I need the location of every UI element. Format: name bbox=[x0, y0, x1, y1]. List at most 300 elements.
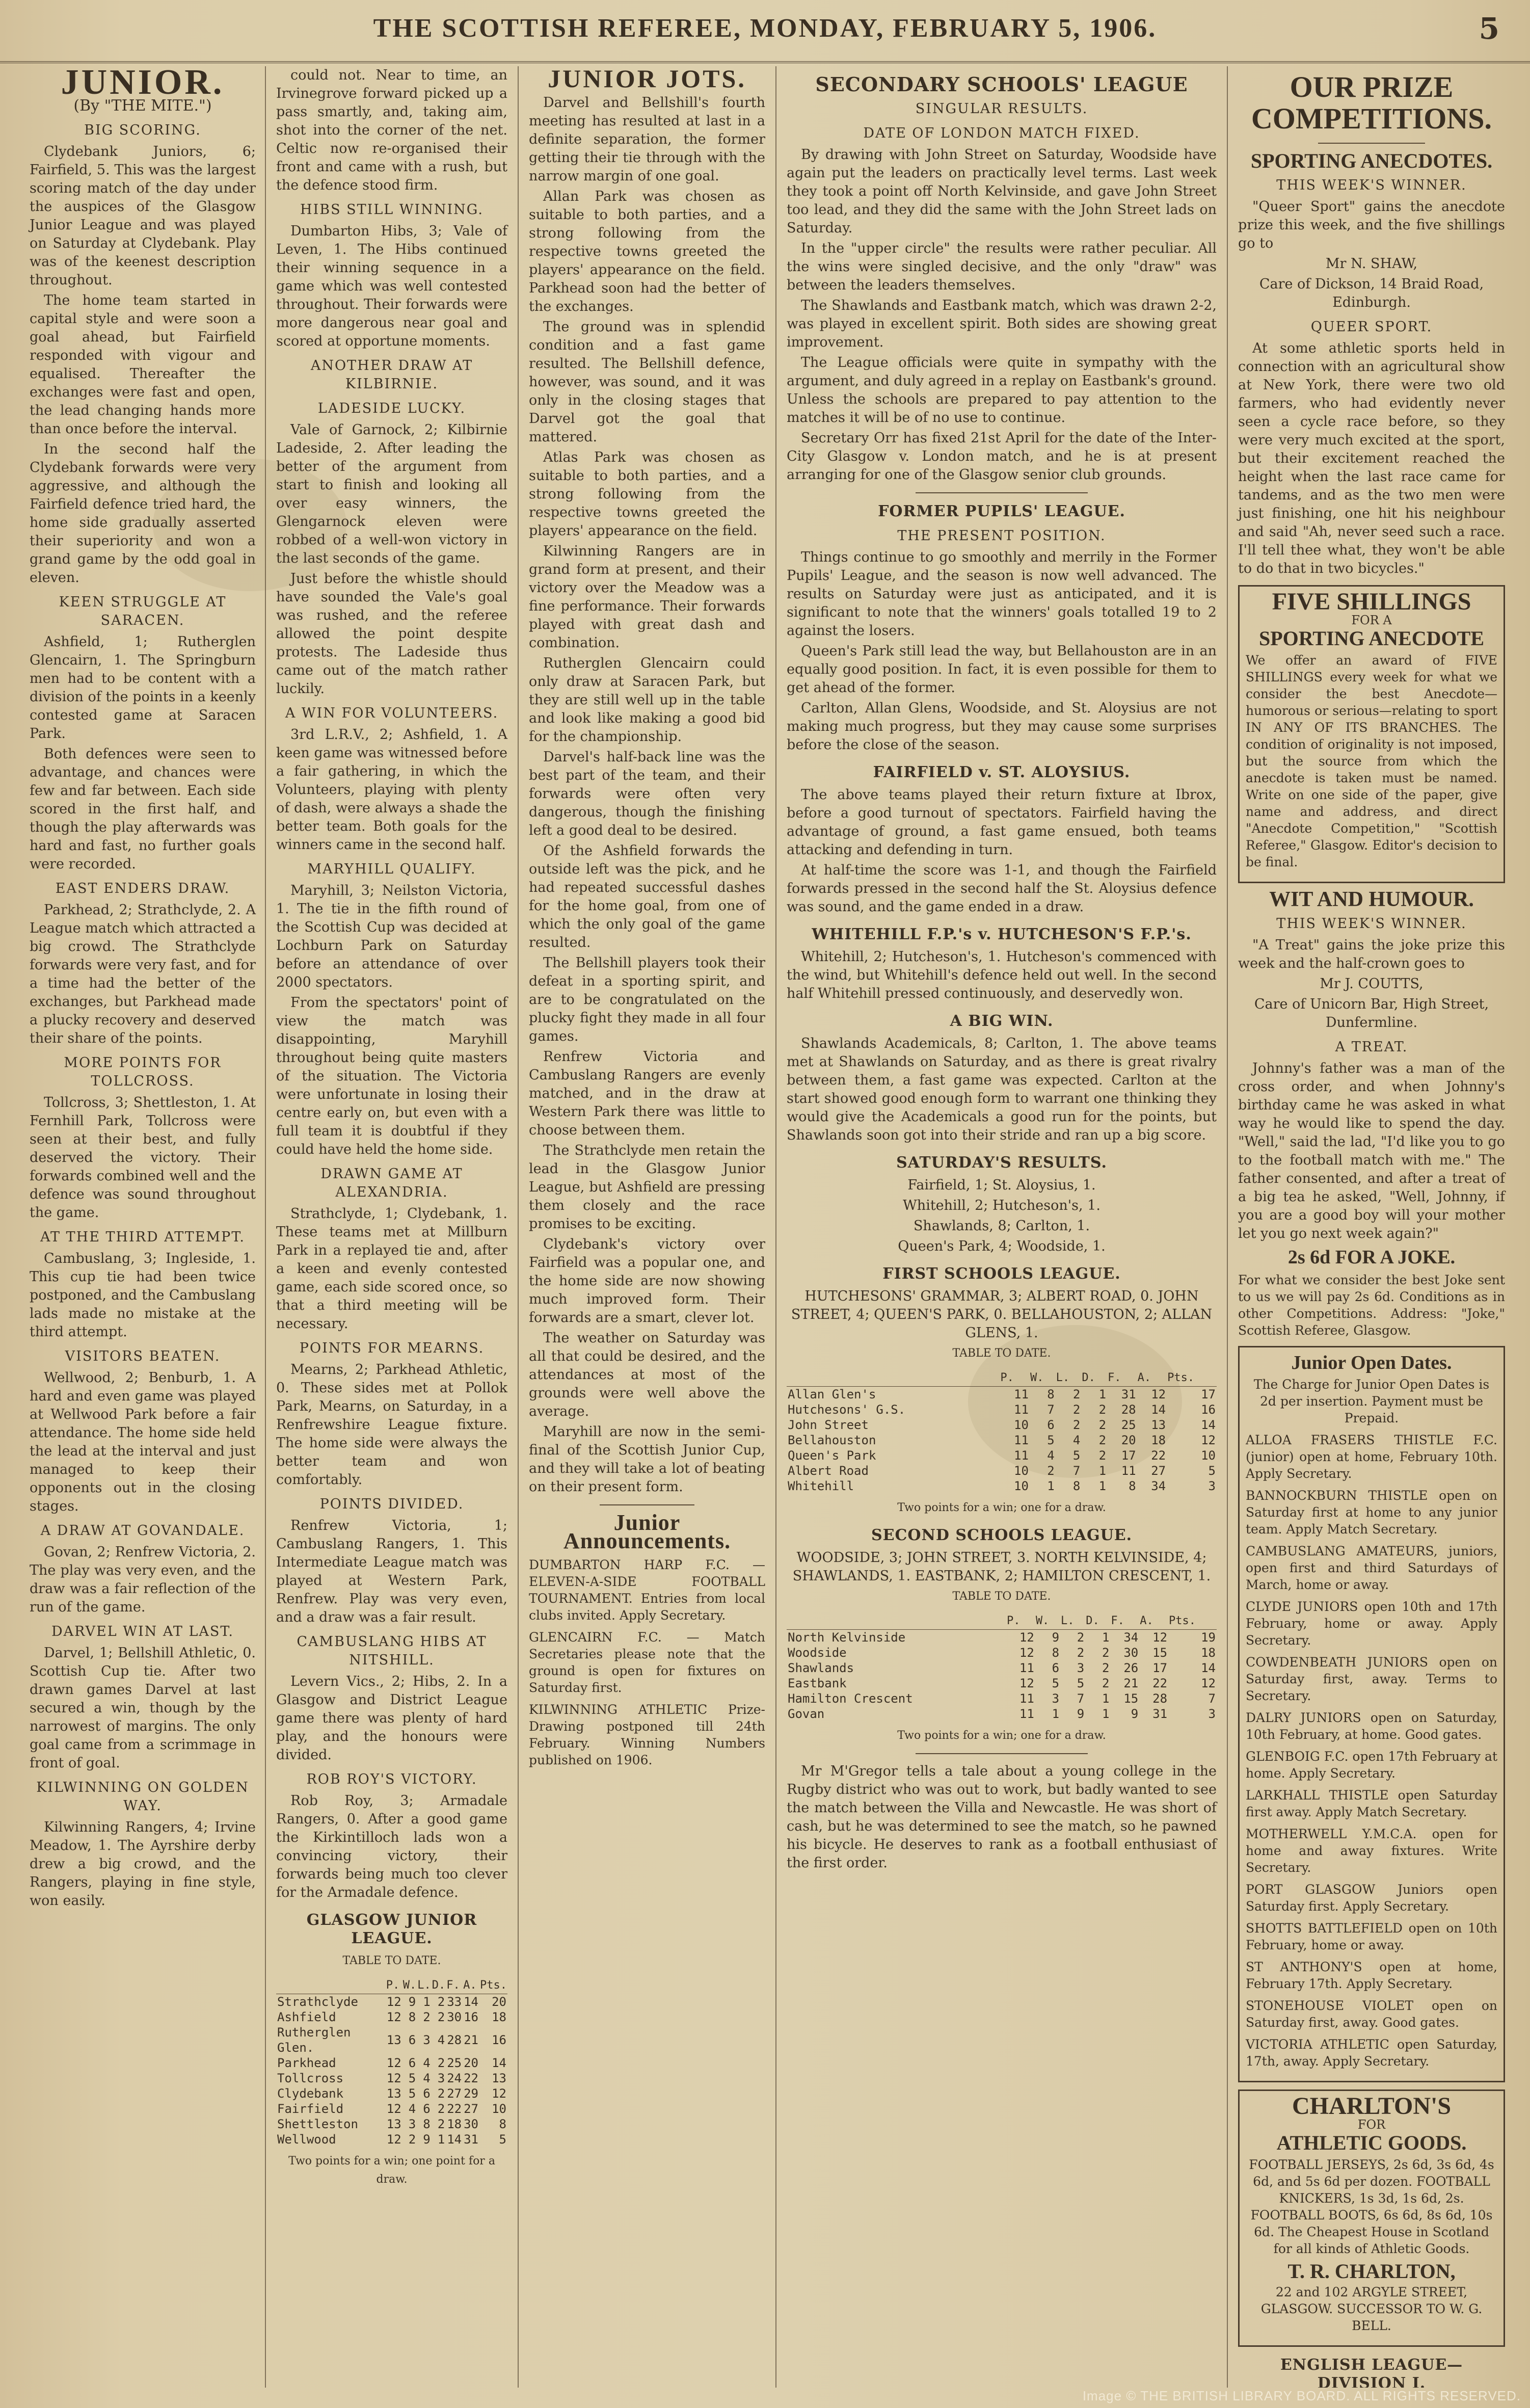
table-row bbox=[787, 1676, 1217, 1691]
table-row bbox=[787, 1691, 1217, 1706]
table-subtitle: TABLE TO DATE. bbox=[342, 1954, 441, 1967]
paragraph: Darvel and Bellshill's fourth meeting has resulted at last in a definite separation, the former getting their tie through with the narrow margin of one goal. bbox=[529, 95, 765, 184]
stat-cell: 12 bbox=[1201, 1433, 1216, 1447]
section-title: KILWINNING ON GOLDEN WAY. bbox=[36, 1780, 249, 1814]
stat-cell: 14 bbox=[1201, 1661, 1216, 1675]
section-subtitle: SINGULAR RESULTS. bbox=[915, 101, 1088, 117]
stat-cell: 11 bbox=[1014, 1433, 1029, 1447]
stat-cell: 2 bbox=[1072, 1403, 1081, 1417]
column-junior-continued bbox=[267, 66, 517, 2388]
joke-title: A TREAT. bbox=[1335, 1039, 1408, 1055]
stat-cell: 2 bbox=[1102, 1646, 1110, 1660]
paragraph: Whitehill, 2; Hutcheson's, 1. bbox=[903, 1198, 1100, 1213]
stat-cell: 12 bbox=[1019, 1676, 1034, 1690]
stat-cell: 8 bbox=[1052, 1646, 1060, 1660]
stat-cell: 27 bbox=[1151, 1464, 1166, 1478]
stat-cell: 27 bbox=[464, 2102, 479, 2116]
paragraph: Just before the whistle should have sounded the Vale's goal was rushed, and the referee allowed the point despite protests. The Ladeside thus came out of the match rather luckily. bbox=[276, 571, 507, 697]
stat-cell: 10 bbox=[1014, 1479, 1029, 1493]
team-name-cell: Bellahouston bbox=[788, 1433, 876, 1447]
stat-cell: 12 bbox=[1201, 1676, 1216, 1690]
table-note: Two points for a win; one point for a draw. bbox=[288, 2155, 495, 2186]
paragraph: By drawing with John Street on Saturday, Woodside have again put the leaders on practically level terms. Last week they took a point off North Kelvinside, and gave John Street too lead, and they did the same with the John Street lads on Saturday. bbox=[787, 147, 1217, 236]
sporting-anecdote-heading: SPORTING ANECDOTE bbox=[1258, 627, 1484, 650]
wit-winner-text: "A Treat" gains the joke prize this week and the half-crown goes to bbox=[1238, 937, 1505, 971]
stat-cell: 9 bbox=[1131, 1707, 1139, 1721]
open-dates-box bbox=[1238, 1346, 1505, 2082]
stat-cell: 5 bbox=[408, 2071, 416, 2085]
stat-cell: 14 bbox=[1201, 1418, 1216, 1432]
former-pupils-paragraphs bbox=[787, 548, 1217, 754]
stat-cell: 17 bbox=[1152, 1661, 1168, 1675]
stat-cell: 15 bbox=[1123, 1691, 1139, 1706]
stat-cell: 1 bbox=[1098, 1464, 1107, 1478]
team-name-cell: Parkhead bbox=[277, 2056, 336, 2070]
stat-cell: 1 bbox=[1052, 1707, 1060, 1721]
stat-cell: 5 bbox=[408, 2086, 416, 2101]
table-header-cell: L. bbox=[1060, 1613, 1085, 1630]
paragraph: At half-time the score was 1-1, and though the Fairfield forwards pressed in the second half the St. Aloysius defence was sound, and the game ended in a draw. bbox=[787, 862, 1217, 915]
paragraph: Strathclyde, 1; Clydebank, 1. These teams met at Millburn Park in a replayed tie and, after a keen and evenly contested game, each side scored once, so that a third meeting will be necessary. bbox=[276, 1206, 507, 1332]
league-results: HUTCHESONS' GRAMMAR, 3; ALBERT ROAD, 0. JOHN STREET, 4; QUEEN'S PARK, 0. BELLAHOUSTON, 2; ALLAN GLENS, 1. bbox=[791, 1288, 1213, 1341]
paragraph: The Strathclyde men retain the lead in the Glasgow Junior League, but Ashfield are pressing them closely and the race promises to be exciting. bbox=[529, 1143, 765, 1232]
section-title: CAMBUSLANG HIBS AT NITSHILL. bbox=[297, 1634, 487, 1668]
paragraph: STONEHOUSE VIOLET open on Saturday first, away. Good gates. bbox=[1246, 1998, 1497, 2030]
match-report-paragraphs bbox=[787, 786, 1217, 916]
column-rule bbox=[1227, 66, 1228, 2388]
results-list bbox=[787, 1176, 1217, 1256]
stat-cell: 20 bbox=[464, 2056, 479, 2070]
stat-cell: 13 bbox=[492, 2071, 506, 2085]
anecdote-text: At some athletic sports held in connection with an agricultural show at New York, there were two old farmers, who had evidently never seen a cycle race before, so they were very much excited at the sport, but their excitement reached the height when the last race came for tandems, and as the two men were just finishing, one hit his neighbour and said "Ah, never seed such a race. I'll tell thee what, they won't be able to do that in two bicycles." bbox=[1238, 340, 1505, 576]
stat-cell: 5 bbox=[1208, 1464, 1216, 1478]
five-shillings-heading: FIVE SHILLINGS bbox=[1272, 588, 1471, 615]
page-number: 5 bbox=[1479, 11, 1499, 46]
section-subtitle: THE PRESENT POSITION. bbox=[897, 528, 1106, 544]
stat-cell: 2 bbox=[437, 1995, 445, 2009]
table-header-row bbox=[276, 1977, 507, 1994]
stat-cell: 2 bbox=[1072, 1387, 1081, 1401]
stat-cell: 8 bbox=[408, 2010, 416, 2024]
paragraph: The home team started in capital style and were soon a goal ahead, but Fairfield responded with vigour and equalised. Thereafter the exchanges were fast and open, the lead changing hands more than once before the interval. bbox=[30, 293, 256, 437]
paragraph: KILWINNING ATHLETIC Prize-Drawing postponed till 24th February. Winning Numbers published on 1906. bbox=[529, 1702, 765, 1767]
column-junior bbox=[20, 66, 265, 2388]
table-header-cell: A. bbox=[1139, 1613, 1168, 1630]
table-header-cell: F. bbox=[1107, 1370, 1137, 1387]
stat-cell: 1 bbox=[1098, 1387, 1107, 1401]
paragraph: VICTORIA ATHLETIC open Saturday, 17th, away. Apply Secretary. bbox=[1246, 2037, 1497, 2069]
announcements-list bbox=[529, 1556, 765, 1768]
stat-cell: 4 bbox=[1072, 1433, 1081, 1447]
charlton-name: T. R. CHARLTON, bbox=[1287, 2260, 1456, 2283]
stat-cell: 10 bbox=[1014, 1418, 1029, 1432]
table-row bbox=[787, 1463, 1217, 1478]
stat-cell: 4 bbox=[1047, 1448, 1055, 1463]
paragraph: Kilwinning Rangers, 4; Irvine Meadow, 1. The Ayrshire derby drew a big crowd, and the Rangers, playing in fine style, won easily. bbox=[30, 1819, 256, 1909]
stat-cell: 10 bbox=[492, 2102, 506, 2116]
stat-cell: 16 bbox=[464, 2010, 479, 2024]
paragraph: Rob Roy, 3; Armadale Rangers, 0. After a good game the Kirkintilloch lads won a convincing victory, their forwards being much too clever for the Armadale defence. bbox=[276, 1793, 507, 1900]
table-body bbox=[276, 1994, 507, 2148]
stat-cell: 6 bbox=[408, 2033, 416, 2047]
stat-cell: 14 bbox=[492, 2056, 506, 2070]
byline: (By "THE MITE.") bbox=[73, 97, 212, 115]
section-title: ROB ROY'S VICTORY. bbox=[306, 1771, 477, 1787]
stat-cell: 14 bbox=[464, 1995, 479, 2009]
team-name-cell: Whitehill bbox=[788, 1479, 854, 1493]
column-rule bbox=[775, 66, 776, 2388]
stat-cell: 26 bbox=[1123, 1661, 1139, 1675]
table-header-cell: D. bbox=[1081, 1370, 1107, 1387]
table-row bbox=[276, 1994, 507, 2010]
table-row bbox=[787, 1433, 1217, 1448]
joke-prize-heading: 2s 6d FOR A JOKE. bbox=[1287, 1247, 1456, 1268]
section-title: FORMER PUPILS' LEAGUE. bbox=[878, 502, 1125, 520]
charlton-for: FOR bbox=[1357, 2118, 1386, 2132]
paragraph: Parkhead, 2; Strathclyde, 2. A League match which attracted a big crowd. The Strathclyde forwards were very fast, and for a time had the better of the exchanges, but Parkhead made a plucky recovery and deserved their share of the points. bbox=[30, 902, 256, 1046]
stat-cell: 28 bbox=[447, 2033, 462, 2047]
paragraph: could not. Near to time, an Irvinegrove forward picked up a pass smartly, and, taking aim, shot into the corner of the net. Celtic now re-organised their front and came with a rush, but the defence stood firm. bbox=[276, 67, 507, 193]
joke-prize-text: For what we consider the best Joke sent to us we will pay 2s 6d. Conditions as in other Competitions. Address: "Joke," Scottish Referee, Glasgow. bbox=[1238, 1273, 1505, 1338]
stat-cell: 2 bbox=[437, 2010, 445, 2024]
stat-cell: 5 bbox=[499, 2132, 506, 2147]
first-schools-league-table bbox=[787, 1370, 1217, 1494]
stat-cell: 12 bbox=[1019, 1630, 1034, 1645]
table-header-cell: D. bbox=[1085, 1613, 1110, 1630]
match-report-paragraphs bbox=[787, 1035, 1217, 1145]
paragraph: Wellwood, 2; Benburb, 1. A hard and even game was played at Wellwood Park before a fair attendance. The home side held the lead at the interval and just managed to keep their opponents out in the closing stages. bbox=[30, 1370, 256, 1514]
paragraph: MOTHERWELL Y.M.C.A. open for home and away fixtures. Write Secretary. bbox=[1246, 1827, 1497, 1875]
stat-cell: 9 bbox=[1052, 1630, 1060, 1645]
stat-cell: 11 bbox=[1019, 1707, 1034, 1721]
stat-cell: 3 bbox=[1077, 1661, 1085, 1675]
paragraph: DUMBARTON HARP F.C. — ELEVEN-A-SIDE FOOTBALL TOURNAMENT. Entries from local clubs invited. Apply Secretary. bbox=[529, 1557, 765, 1623]
paragraph: GLENCAIRN F.C. — Match Secretaries please note that the ground is open for fixtures on Saturday first. bbox=[529, 1630, 765, 1695]
schools-paragraphs bbox=[787, 146, 1217, 484]
stat-cell: 4 bbox=[437, 2033, 445, 2047]
stat-cell: 12 bbox=[386, 2010, 401, 2024]
stat-cell: 6 bbox=[1047, 1418, 1055, 1432]
paragraph: Maryhill are now in the semi-final of the Scottish Junior Cup, and they will take a lot of beating on their present form. bbox=[529, 1424, 765, 1495]
table-row bbox=[787, 1645, 1217, 1660]
stat-cell: 30 bbox=[1123, 1646, 1139, 1660]
league-title: FIRST SCHOOLS LEAGUE. bbox=[882, 1265, 1121, 1283]
section-subtitle: LADESIDE LUCKY. bbox=[317, 401, 466, 416]
paragraph: Govan, 2; Renfrew Victoria, 2. The play was very even, and the draw was a fair reflection of the run of the game. bbox=[30, 1544, 256, 1615]
table-note: Two points for a win; one for a draw. bbox=[897, 1501, 1106, 1514]
table-row bbox=[787, 1660, 1217, 1676]
stat-cell: 3 bbox=[1052, 1691, 1060, 1706]
stat-cell: 29 bbox=[464, 2086, 479, 2101]
stat-cell: 9 bbox=[423, 2132, 431, 2147]
stat-cell: 18 bbox=[1151, 1433, 1166, 1447]
charlton-subtitle: ATHLETIC GOODS. bbox=[1276, 2131, 1467, 2154]
table-subtitle: TABLE TO DATE. bbox=[952, 1590, 1051, 1603]
column-schools-league bbox=[777, 66, 1226, 2388]
paragraph: Darvel, 1; Bellshill Athletic, 0. Scottish Cup tie. After two drawn games Darvel at last secured a win, though by the narrowest of margins. The only goal came from a scrimmage in front of goal. bbox=[30, 1645, 256, 1771]
stat-cell: 1 bbox=[1047, 1479, 1055, 1493]
stat-cell: 22 bbox=[1151, 1448, 1166, 1463]
paragraph: Of the Ashfield forwards the outside left was the pick, and he had repeated successful dashes for the home goal, from one of which the only goal of the game resulted. bbox=[529, 843, 765, 950]
stat-cell: 8 bbox=[1129, 1479, 1136, 1493]
stat-cell: 17 bbox=[1201, 1387, 1216, 1401]
stat-cell: 11 bbox=[1019, 1661, 1034, 1675]
paragraph: Allan Park was chosen as suitable to both parties, and a strong following from the respective towns greeted the players' appearance on the field. Parkhead soon had the better of the exchanges. bbox=[529, 189, 765, 314]
paragraph: ST ANTHONY'S open at home, February 17th. Apply Secretary. bbox=[1246, 1960, 1497, 1991]
paragraph: Things continue to go smoothly and merrily in the Former Pupils' League, and the season is now well advanced. The results on Saturday were just as anticipated, and it is significant to note that the winners' goals totalled 19 to 2 against the losers. bbox=[787, 549, 1217, 639]
paragraph: Maryhill, 3; Neilston Victoria, 1. The tie in the fifth round of the Scottish Cup was decided at Lochburn Park on Saturday before an attendance of over 2000 spectators. bbox=[276, 883, 507, 990]
stat-cell: 2 bbox=[1098, 1448, 1107, 1463]
team-name-cell: Queen's Park bbox=[788, 1448, 876, 1463]
stat-cell: 13 bbox=[386, 2117, 401, 2131]
stat-cell: 28 bbox=[1152, 1691, 1168, 1706]
stat-cell: 2 bbox=[437, 2086, 445, 2101]
table-header-cell: F. bbox=[1110, 1613, 1139, 1630]
paragraph: Shawlands, 8; Carlton, 1. bbox=[913, 1218, 1090, 1234]
table-header-cell: Pts. bbox=[1168, 1613, 1217, 1630]
winner-name: Mr N. SHAW, bbox=[1325, 256, 1418, 272]
paragraph: ALLOA FRASERS THISTLE F.C. (junior) open at home, February 10th. Apply Secretary. bbox=[1246, 1433, 1497, 1481]
league-title: SECOND SCHOOLS LEAGUE. bbox=[871, 1526, 1133, 1544]
paragraph: Mr M'Gregor tells a tale about a young college in the Rugby district who was out to work, but badly wanted to see the match between the Villa and Newcastle. He was short of cash, but he was determined to see the match, so he pawned his bicycle. He deserves to rank as a football enthusiast of the first order. bbox=[787, 1763, 1217, 1871]
league-results: WOODSIDE, 3; JOHN STREET, 3. NORTH KELVINSIDE, 4; SHAWLANDS, 1. EASTBANK, 2; HAMILTON CRESCENT, 1. bbox=[792, 1550, 1211, 1584]
table-row bbox=[276, 2025, 507, 2055]
stat-cell: 8 bbox=[1072, 1479, 1081, 1493]
stat-cell: 27 bbox=[447, 2086, 462, 2101]
table-header-cell bbox=[787, 1370, 1000, 1387]
winner-heading: THIS WEEK'S WINNER. bbox=[1276, 177, 1467, 193]
team-name-cell: Fairfield bbox=[277, 2102, 344, 2116]
paragraph: DALRY JUNIORS open on Saturday, 10th February, at home. Good gates. bbox=[1246, 1710, 1497, 1742]
paragraph: Clydebank Juniors, 6; Fairfield, 5. This was the largest scoring match of the day under the auspices of the Glasgow Junior League and was played on Saturday at Clydebank. Play was of the keenest description throughout. bbox=[30, 144, 256, 288]
stat-cell: 31 bbox=[1152, 1707, 1168, 1721]
stat-cell: 6 bbox=[423, 2086, 431, 2101]
table-body bbox=[787, 1387, 1217, 1494]
paragraph: The League officials were quite in sympathy with the argument, and duly agreed in a replay on Eastbank's ground. Unless the schools are prepared to pay attention to the matches it will be of no use to continue. bbox=[787, 355, 1217, 426]
paragraph: Mearns, 2; Parkhead Athletic, 0. These sides met at Pollok Park, Mearns, on Saturday, in a Renfrewshire League fixture. The home side were always the better team and won comfortably. bbox=[276, 1362, 507, 1488]
paragraph: Whitehill, 2; Hutcheson's, 1. Hutcheson's commenced with the wind, but Whitehill's defence held out well. In the second half Whitehill pressed continuously, and deservedly won. bbox=[787, 949, 1217, 1001]
stat-cell: 3 bbox=[1208, 1707, 1216, 1721]
paragraph: Atlas Park was chosen as suitable to both parties, and a strong following from the respective towns greeted the players' appearance on the field. bbox=[529, 449, 765, 539]
stat-cell: 1 bbox=[1102, 1707, 1110, 1721]
table-row bbox=[276, 2101, 507, 2116]
paragraph: Levern Vics., 2; Hibs, 2. In a Glasgow and District League game there was plenty of hard play, and the honours were divided. bbox=[276, 1674, 507, 1763]
paragraph: CAMBUSLANG AMATEURS, juniors, open first and third Saturdays of March, home or away. bbox=[1246, 1544, 1497, 1592]
paragraph: From the spectators' point of view the match was disappointing, Maryhill throughout being quite masters of the situation. The Victoria were unfortunate in losing their centre early on, but even with a full team it is doubtful if they could have held the home side. bbox=[276, 995, 507, 1157]
table-body bbox=[787, 1630, 1217, 1722]
stat-cell: 21 bbox=[464, 2033, 479, 2047]
stat-cell: 5 bbox=[1072, 1448, 1081, 1463]
stat-cell: 22 bbox=[1152, 1676, 1168, 1690]
table-row bbox=[276, 2055, 507, 2071]
separator bbox=[1318, 143, 1425, 144]
stat-cell: 2 bbox=[408, 2132, 416, 2147]
results-title: SATURDAY'S RESULTS. bbox=[896, 1154, 1107, 1172]
stat-cell: 13 bbox=[386, 2033, 401, 2047]
table-header-cell: P. bbox=[386, 1977, 402, 1994]
paragraph: The above teams played their return fixture at Ibrox, before a good turnout of spectators. Fairfield having the advantage of ground, a fast game ensued, both teams attacking and defending in turn. bbox=[787, 787, 1217, 858]
stat-cell: 33 bbox=[447, 1995, 462, 2009]
charlton-advert bbox=[1238, 2089, 1505, 2347]
stat-cell: 16 bbox=[1201, 1403, 1216, 1417]
table-row bbox=[787, 1417, 1217, 1433]
joke-text: Johnny's father was a man of the cross order, and when Johnny's birthday came he was asked in what way he would like to spend the day. "Well," said the lad, "I'd like you to go to the football match with me." The father consented, and after a treat of a big tea he asked, "Well, Johnny, if you are a good boy will your mother let you go next week again?" bbox=[1238, 1061, 1505, 1241]
table-title: GLASGOW JUNIOR LEAGUE. bbox=[306, 1911, 477, 1947]
stat-cell: 2 bbox=[437, 2102, 445, 2116]
section-title: FAIRFIELD v. ST. ALOYSIUS. bbox=[873, 763, 1131, 781]
stat-cell: 18 bbox=[447, 2117, 462, 2131]
stat-cell: 9 bbox=[408, 1995, 416, 2009]
stat-cell: 34 bbox=[1123, 1630, 1139, 1645]
stat-cell: 12 bbox=[386, 2056, 401, 2070]
column-rule bbox=[518, 66, 519, 2388]
paragraph: Clydebank's victory over Fairfield was a popular one, and the home side are now showing much improved form. Their forwards are a smart, clever lot. bbox=[529, 1236, 765, 1326]
team-name-cell: Rutherglen Glen. bbox=[277, 2025, 351, 2055]
table-note: Two points for a win; one for a draw. bbox=[897, 1729, 1106, 1742]
section-title: WHITEHILL F.P.'s v. HUTCHESON'S F.P.'s. bbox=[812, 925, 1192, 943]
paragraph: The Bellshill players took their defeat in a sporting spirit, and are to be congratulated on the plucky fight they made in all four games. bbox=[529, 955, 765, 1044]
wit-winner-name: Mr J. COUTTS, bbox=[1320, 976, 1424, 992]
five-shillings-text: We offer an award of FIVE SHILLINGS every week for what we consider the best Anecdote—humorous or serious—relating to sport IN ANY OF ITS BRANCHES. The condition of originality is not imposed, but the source from which the anecdote is taken must be named. Write on one side of the paper, give name and address, and direct "Anecdote Competition," "Scottish Referee," Glasgow. Editor's decision to be final. bbox=[1246, 653, 1497, 869]
section-title: VISITORS BEATEN. bbox=[65, 1348, 221, 1364]
stat-cell: 2 bbox=[423, 2010, 431, 2024]
table-subtitle: TABLE TO DATE. bbox=[952, 1347, 1051, 1360]
second-schools-league-table bbox=[787, 1613, 1217, 1722]
table-header-cell: F. bbox=[446, 1977, 463, 1994]
section-title: DARVEL WIN AT LAST. bbox=[51, 1624, 234, 1639]
column-rule bbox=[265, 66, 266, 2388]
table-row bbox=[276, 2116, 507, 2132]
stat-cell: 2 bbox=[1098, 1433, 1107, 1447]
winner-address: Care of Dickson, 14 Braid Road, Edinburgh. bbox=[1259, 276, 1484, 310]
stat-cell: 1 bbox=[1102, 1691, 1110, 1706]
team-name-cell: Ashfield bbox=[277, 2010, 336, 2024]
stat-cell: 3 bbox=[437, 2071, 445, 2085]
stat-cell: 10 bbox=[1014, 1464, 1029, 1478]
team-name-cell: Woodside bbox=[788, 1646, 847, 1660]
section-title: AT THE THIRD ATTEMPT. bbox=[40, 1229, 245, 1245]
paragraph: Both defences were seen to advantage, and chances were few and far between. Each side scored in the first half, and though the play afterwards was hard and fast, no further goals were recorded. bbox=[30, 746, 256, 872]
paragraph: Secretary Orr has fixed 21st April for the date of the Inter-City Glasgow v. London match, and he is at present arranging for one of the Glasgow senior club grounds. bbox=[787, 430, 1217, 483]
table-header-cell: D. bbox=[432, 1977, 446, 1994]
stat-cell: 13 bbox=[1151, 1418, 1166, 1432]
section-title: POINTS DIVIDED. bbox=[319, 1496, 464, 1512]
section-title: MARYHILL QUALIFY. bbox=[307, 861, 476, 877]
anecdote-title: QUEER SPORT. bbox=[1310, 319, 1433, 335]
stat-cell: 2 bbox=[437, 2056, 445, 2070]
paragraph: PORT GLASGOW Juniors open Saturday first. Apply Secretary. bbox=[1246, 1882, 1497, 1914]
stat-cell: 2 bbox=[1098, 1418, 1107, 1432]
team-name-cell: Shawlands bbox=[788, 1661, 854, 1675]
paragraph: COWDENBEATH JUNIORS open on Saturday first, away. Terms to Secretary. bbox=[1246, 1655, 1497, 1703]
team-name-cell: Govan bbox=[788, 1707, 825, 1721]
stat-cell: 10 bbox=[1201, 1448, 1216, 1463]
stat-cell: 3 bbox=[1208, 1479, 1216, 1493]
team-name-cell: Shettleston bbox=[277, 2117, 358, 2131]
stat-cell: 4 bbox=[423, 2071, 431, 2085]
stat-cell: 20 bbox=[1121, 1433, 1136, 1447]
table-header-cell bbox=[276, 1977, 386, 1994]
paragraph: Darvel's half-back line was the best part of the team, and their forwards were often very dangerous, though the finishing left a good deal to be desired. bbox=[529, 749, 765, 838]
match-report-paragraphs bbox=[787, 948, 1217, 1003]
stat-cell: 3 bbox=[408, 2117, 416, 2131]
paragraph: Vale of Garnock, 2; Kilbirnie Ladeside, 2. After leading the better of the argument from start to finish and looking all over easy winners, the Glengarnock eleven were robbed of a well-won victory in the last seconds of the game. bbox=[276, 422, 507, 566]
stat-cell: 2 bbox=[1072, 1418, 1081, 1432]
section-title: KEEN STRUGGLE AT SARACEN. bbox=[59, 594, 227, 628]
table-row bbox=[787, 1402, 1217, 1417]
column-heading: JUNIOR JOTS. bbox=[548, 66, 746, 93]
paragraph: Fairfield, 1; St. Aloysius, 1. bbox=[907, 1177, 1096, 1193]
column-heading: JUNIOR. bbox=[61, 66, 225, 102]
stat-cell: 12 bbox=[1152, 1630, 1168, 1645]
english-league-title: ENGLISH LEAGUE—DIVISION I. bbox=[1280, 2356, 1463, 2388]
stat-cell: 25 bbox=[447, 2056, 462, 2070]
table-row bbox=[276, 2086, 507, 2101]
table-header-cell: P. bbox=[1006, 1613, 1035, 1630]
section-title: HIBS STILL WINNING. bbox=[300, 202, 484, 218]
section-title: EAST ENDERS DRAW. bbox=[55, 881, 230, 896]
section-title: BIG SCORING. bbox=[84, 122, 201, 138]
section-title: A WIN FOR VOLUNTEERS. bbox=[285, 705, 499, 721]
stat-cell: 1 bbox=[1098, 1479, 1107, 1493]
stat-cell: 15 bbox=[1152, 1646, 1168, 1660]
paragraph: Tollcross, 3; Shettleston, 1. At Fernhill Park, Tollcross were seen at their best, and fully deserved the victory. Their forwards combined well and the defence was sound throughout the game. bbox=[30, 1095, 256, 1221]
section-title: A DRAW AT GOVANDALE. bbox=[40, 1523, 245, 1539]
masthead bbox=[0, 0, 1530, 63]
section-title: ANOTHER DRAW AT KILBIRNIE. bbox=[310, 358, 473, 392]
stat-cell: 18 bbox=[492, 2010, 506, 2024]
newspaper-title: THE SCOTTISH REFEREE, MONDAY, FEBRUARY 5, 1906. bbox=[373, 14, 1157, 43]
stat-cell: 30 bbox=[464, 2117, 479, 2131]
stat-cell: 17 bbox=[1121, 1448, 1136, 1463]
paragraph: In the "upper circle" the results were rather peculiar. All the wins were singled decisive, and the only "draw" was between the leaders themselves. bbox=[787, 241, 1217, 293]
paragraph: Shawlands Academicals, 8; Carlton, 1. The above teams met at Shawlands on Saturday, and as there is great rivalry between them, a fast game was expected. Carlton at the start showed good enough form to warrant one thinking they would give the Academicals a good run for the points, but Shawlands soon got into their stride and ran up a big score. bbox=[787, 1036, 1217, 1143]
charlton-text: FOOTBALL JERSEYS, 2s 6d, 3s 6d, 4s 6d, and 5s 6d per dozen. FOOTBALL KNICKERS, 1s 3d, 1s 6d, 2s. FOOTBALL BOOTS, 6s 6d, 8s 6d, 10s 6d. The Cheapest House in Scotland for all kinds of Athletic Goods. bbox=[1249, 2157, 1494, 2256]
stat-cell: 7 bbox=[1077, 1691, 1085, 1706]
section-title: MORE POINTS FOR TOLLCROSS. bbox=[64, 1055, 222, 1089]
table-row bbox=[787, 1387, 1217, 1403]
stat-cell: 7 bbox=[1047, 1403, 1055, 1417]
stat-cell: 6 bbox=[408, 2056, 416, 2070]
stat-cell: 28 bbox=[1121, 1403, 1136, 1417]
paragraph: Queen's Park, 4; Woodside, 1. bbox=[898, 1238, 1106, 1254]
paragraph: Kilwinning Rangers are in grand form at present, and their victory over the Meadow was a fine performance. Their forwards played with great dash and combination. bbox=[529, 543, 765, 651]
stat-cell: 12 bbox=[492, 2086, 506, 2101]
table-header-cell: Pts. bbox=[479, 1977, 507, 1994]
paragraph: LARKHALL THISTLE open Saturday first away. Apply Match Secretary. bbox=[1246, 1788, 1497, 1819]
table-header-cell: W. bbox=[1030, 1370, 1056, 1387]
section-title: DRAWN GAME AT ALEXANDRIA. bbox=[320, 1166, 463, 1200]
team-name-cell: Wellwood bbox=[277, 2132, 336, 2147]
stat-cell: 2 bbox=[1102, 1676, 1110, 1690]
stat-cell: 11 bbox=[1014, 1387, 1029, 1401]
stat-cell: 2 bbox=[1098, 1403, 1107, 1417]
stat-cell: 24 bbox=[447, 2071, 462, 2085]
stat-cell: 2 bbox=[1102, 1661, 1110, 1675]
paragraph: The Shawlands and Eastbank match, which was drawn 2-2, was played in excellent spirit. Both sides are showing great improvement. bbox=[787, 298, 1217, 350]
stat-cell: 1 bbox=[423, 1995, 431, 2009]
stat-cell: 2 bbox=[437, 2117, 445, 2131]
prize-competitions-heading: OUR PRIZE COMPETITIONS. bbox=[1251, 70, 1492, 135]
stat-cell: 3 bbox=[423, 2033, 431, 2047]
stat-cell: 21 bbox=[1123, 1676, 1139, 1690]
table-row bbox=[787, 1478, 1217, 1494]
stat-cell: 6 bbox=[1052, 1661, 1060, 1675]
jots-paragraphs bbox=[529, 94, 765, 1496]
table-header-cell bbox=[787, 1613, 1006, 1630]
section-subtitle: DATE OF LONDON MATCH FIXED. bbox=[863, 125, 1140, 141]
stat-cell: 1 bbox=[437, 2132, 445, 2147]
